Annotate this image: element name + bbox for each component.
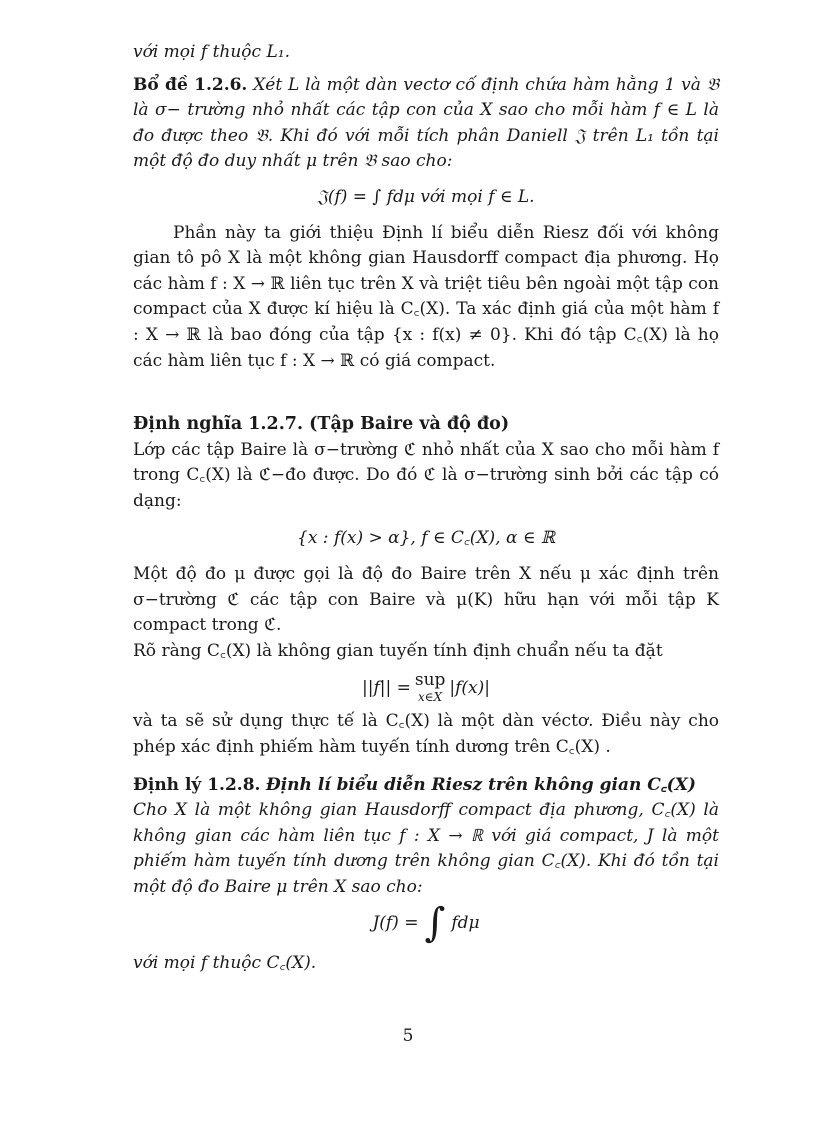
sup-label: sup [414,670,446,691]
intro-paragraph: Phần này ta giới thiệu Định lí biểu diễn Riesz đối với không gian tô pô X là một không gian Hausdorff compact địa phương. Họ các hàm f : X → ℝ liên tục trên X và triệt tiêu bên ngoài một tập con compact của X được kí hiệu là C꜀(X). Ta xác định giá của một hàm f : X → ℝ là bao đóng của tập {x : f(x) ≠ 0}. Khi đó tập C꜀(X) là họ các hàm liên tục f : X → ℝ có giá compact. [133,222,719,371]
line-continuation: với mọi f thuộc L₁. [133,42,290,62]
lemma-1-2-6 [133,73,719,175]
lemma-text: Xét L là một dàn vectơ cố định chứa hàm hằng 1 và 𝔅 là σ− trường nhỏ nhất các tập con của X sao cho mỗi hàm f ∈ L là đo được theo 𝔅. Khi đó với mỗi tích phân Daniell 𝔍 trên L₁ tồn tại một độ đo duy nhất μ trên 𝔅 sao cho: [133,74,719,172]
lemma-label: Bổ đề 1.2.6. [133,74,248,95]
theorem-text: Cho X là một không gian Hausdorff compact địa phương, C꜀(X) là không gian các hàm liên tục f : X → ℝ với giá compact, J là một phiếm hàm tuyến tính dương trên không gian C꜀(X). Khi đó tồn tại một độ đo Baire μ trên X sao cho: [133,800,719,898]
definition-text-4: và ta sẽ sử dụng thực tế là C꜀(X) là một dàn véctơ. Điều này cho phép xác định phiếm hàm tuyến tính dương trên C꜀(X) . [133,711,719,758]
definition-heading: Định nghĩa 1.2.7. (Tập Baire và độ đo) [133,414,510,435]
theorem-title: Định lí biểu diễn Riesz trên không gian C꜀(X) [265,774,696,795]
definition-formula: {x : f(x) > α}, f ∈ C꜀(X), α ∈ ℝ [297,527,555,548]
sup-operator [415,672,446,703]
theorem-closing: với mọi f thuộc C꜀(X). [133,952,317,973]
definition-text-2: Một độ đo μ được gọi là độ đo Baire trên X nếu μ xác định trên σ−trường ℭ các tập con Baire và μ(K) hữu hạn với mỗi tập K compact trong ℭ. [133,564,719,636]
theorem-formula-lhs: J(f) = [372,912,419,933]
norm-rhs: |f(x)| [449,677,491,698]
norm-lhs: ||f|| = [361,677,411,698]
definition-text-1: Lớp các tập Baire là σ−trường ℭ nhỏ nhất của X sao cho mỗi hàm f trong C꜀(X) là ℭ−đo được. Do đó ℭ là σ−trường sinh bởi các tập có dạng: [133,439,719,511]
integral-symbol: ∫ [424,899,446,946]
page-content [133,40,719,976]
definition-text-3: Rõ ràng C꜀(X) là không gian tuyến tính định chuẩn nếu ta đặt [133,640,663,661]
theorem-formula-rhs: fdμ [451,912,480,933]
sup-subscript: x∈X [418,690,443,705]
norm-formula [133,672,719,703]
page-number: 5 [402,1026,414,1046]
theorem-formula [133,899,719,946]
lemma-formula: 𝔍(f) = ∫ fdμ với mọi f ∈ L. [317,186,535,207]
theorem-label: Định lý 1.2.8. [133,774,261,795]
theorem-heading [133,773,719,799]
